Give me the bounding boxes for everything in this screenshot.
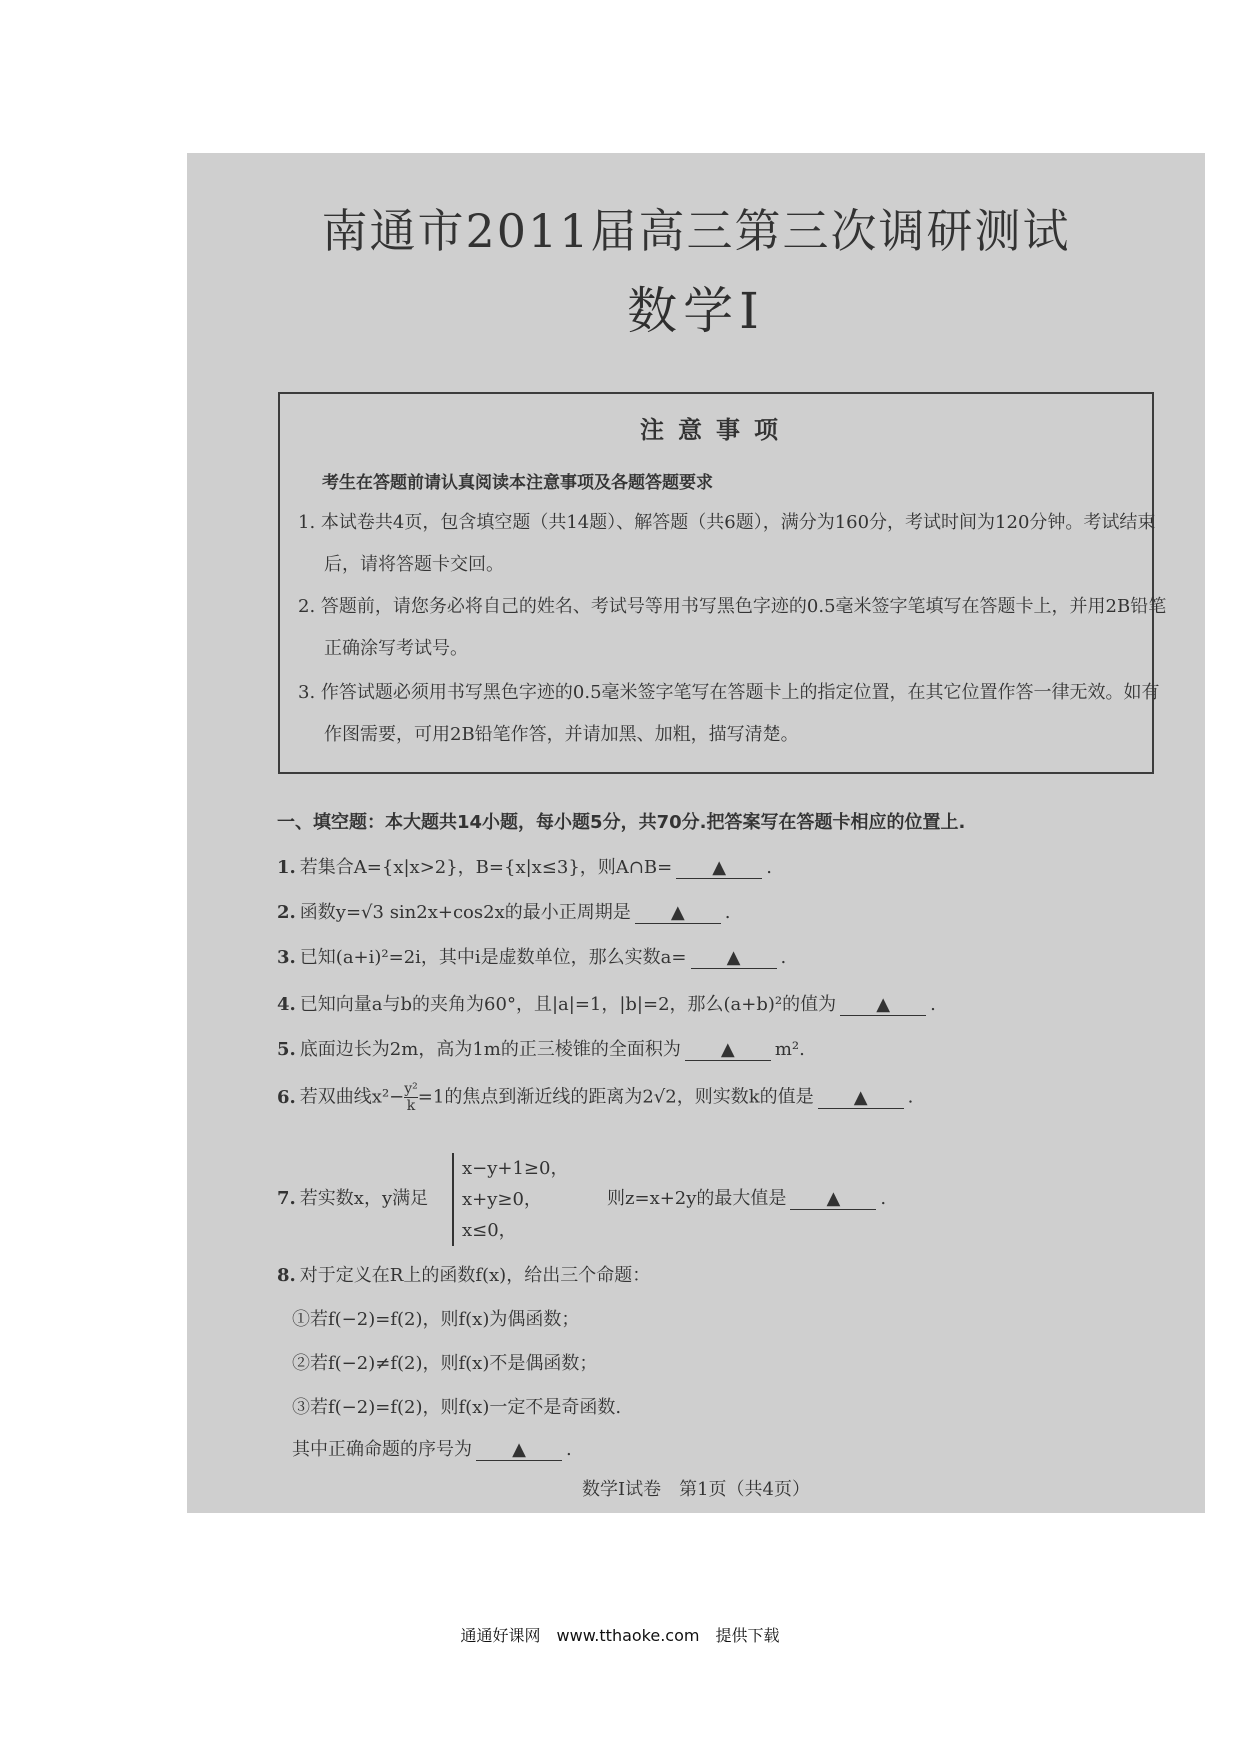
inequality-system — [452, 1153, 568, 1246]
inequality-1: x−y+1≥0， — [462, 1158, 569, 1179]
proposition-1: ①若f(−2)=f(2)，则f(x)为偶函数； — [292, 1309, 580, 1330]
question-1 — [277, 853, 772, 879]
notice-lead: 考生在答题前请认真阅读本注意事项及各题答题要求 — [322, 473, 713, 493]
question-tail: . — [780, 947, 787, 968]
question-text: 底面边长为2m，高为1m的正三棱锥的全面积为 — [299, 1039, 681, 1060]
answer-blank: ▲ — [840, 994, 926, 1016]
question-number: 8. — [277, 1265, 296, 1286]
question-number: 4. — [277, 994, 296, 1015]
answer-blank: ▲ — [476, 1439, 562, 1461]
question-tail: . — [930, 994, 936, 1015]
question-text-cont: =1的焦点到渐近线的距离为2√2，则实数k的值是 — [417, 1086, 814, 1108]
page-footer: 数学Ⅰ试卷 第1页（共4页） — [581, 1479, 810, 1500]
question-2 — [277, 898, 730, 924]
proposition-2: ②若f(−2)≠f(2)，则f(x)不是偶函数； — [292, 1353, 598, 1374]
answer-blank: ▲ — [635, 902, 721, 924]
exam-subtitle: 数学Ⅰ — [627, 282, 765, 340]
question-tail: . — [907, 1086, 914, 1108]
question-text: 其中正确命题的序号为 — [292, 1439, 472, 1460]
proposition-3: ③若f(−2)=f(2)，则f(x)一定不是奇函数. — [292, 1397, 622, 1418]
question-text: 若集合A={x|x>2}，B={x|x≤3}，则A∩B= — [299, 857, 673, 878]
question-8 — [277, 1261, 650, 1287]
question-7-ask — [607, 1184, 886, 1210]
question-number: 1. — [277, 857, 296, 878]
question-text-cont: 则z=x+2y的最大值是 — [607, 1188, 787, 1209]
section-heading: 一、填空题：本大题共14小题，每小题5分，共70分.把答案写在答题卡相应的位置上. — [277, 812, 966, 833]
question-text: 已知向量a与b的夹角为60°，且|a|=1，|b|=2，那么(a+b)²的值为 — [299, 994, 837, 1015]
fraction — [404, 1081, 418, 1114]
notice-heading: 注意事项 — [640, 416, 792, 444]
question-tail: . — [566, 1439, 572, 1460]
notice-item-2: 2. 答题前，请您务必将自己的姓名、考试号等用书写黑色字迹的0.5毫米签字笔填写在答题卡上，并用2B铅笔正确涂写考试号。 — [298, 596, 1167, 659]
question-3 — [277, 943, 786, 969]
site-footer: 通通好课网 www.tthaoke.com 提供下载 — [460, 1626, 780, 1645]
question-number: 6. — [277, 1086, 296, 1108]
question-7 — [277, 1184, 428, 1210]
question-number: 2. — [277, 902, 296, 923]
inequality-2: x+y≥0， — [462, 1189, 542, 1210]
question-number: 7. — [277, 1188, 296, 1209]
question-text: 函数y=√3 sin2x+cos2x的最小正周期是 — [299, 902, 631, 923]
question-6 — [277, 1081, 913, 1114]
inequality-3: x≤0， — [462, 1220, 517, 1241]
fraction-denominator: k — [406, 1098, 416, 1114]
fraction-numerator: y² — [404, 1081, 418, 1097]
notice-item-1: 1. 本试卷共4页，包含填空题（共14题）、解答题（共6题），满分为160分，考试时间为120分钟。考试结束后，请将答题卡交回。 — [298, 512, 1156, 575]
question-text: 若双曲线x²− — [299, 1086, 405, 1108]
notice-box — [278, 392, 1167, 774]
answer-blank: ▲ — [685, 1039, 771, 1061]
question-tail: . — [880, 1188, 887, 1209]
question-tail: m². — [774, 1039, 805, 1060]
question-number: 3. — [277, 947, 296, 968]
question-8-ask — [292, 1435, 572, 1461]
question-4 — [277, 990, 936, 1016]
question-tail: . — [724, 902, 731, 923]
question-text: 已知(a+i)²=2i，其中i是虚数单位，那么实数a= — [299, 947, 687, 968]
answer-blank: ▲ — [691, 947, 777, 969]
exam-title: 南通市2011届高三第三次调研测试 — [321, 204, 1071, 258]
question-5 — [277, 1035, 805, 1061]
notice-item-3: 3. 作答试题必须用书写黑色字迹的0.5毫米签字笔写在答题卡上的指定位置，在其它位置作答一律无效。如有作图需要，可用2B铅笔作答，并请加黑、加粗，描写清楚。 — [298, 682, 1160, 745]
question-tail: . — [766, 857, 772, 878]
question-text: 对于定义在R上的函数f(x)，给出三个命题： — [299, 1265, 651, 1286]
question-number: 5. — [277, 1039, 296, 1060]
exam-page-photo — [187, 153, 1205, 1513]
question-text: 若实数x，y满足 — [299, 1188, 429, 1209]
answer-blank: ▲ — [818, 1087, 904, 1109]
answer-blank: ▲ — [790, 1188, 876, 1210]
answer-blank: ▲ — [676, 857, 762, 879]
